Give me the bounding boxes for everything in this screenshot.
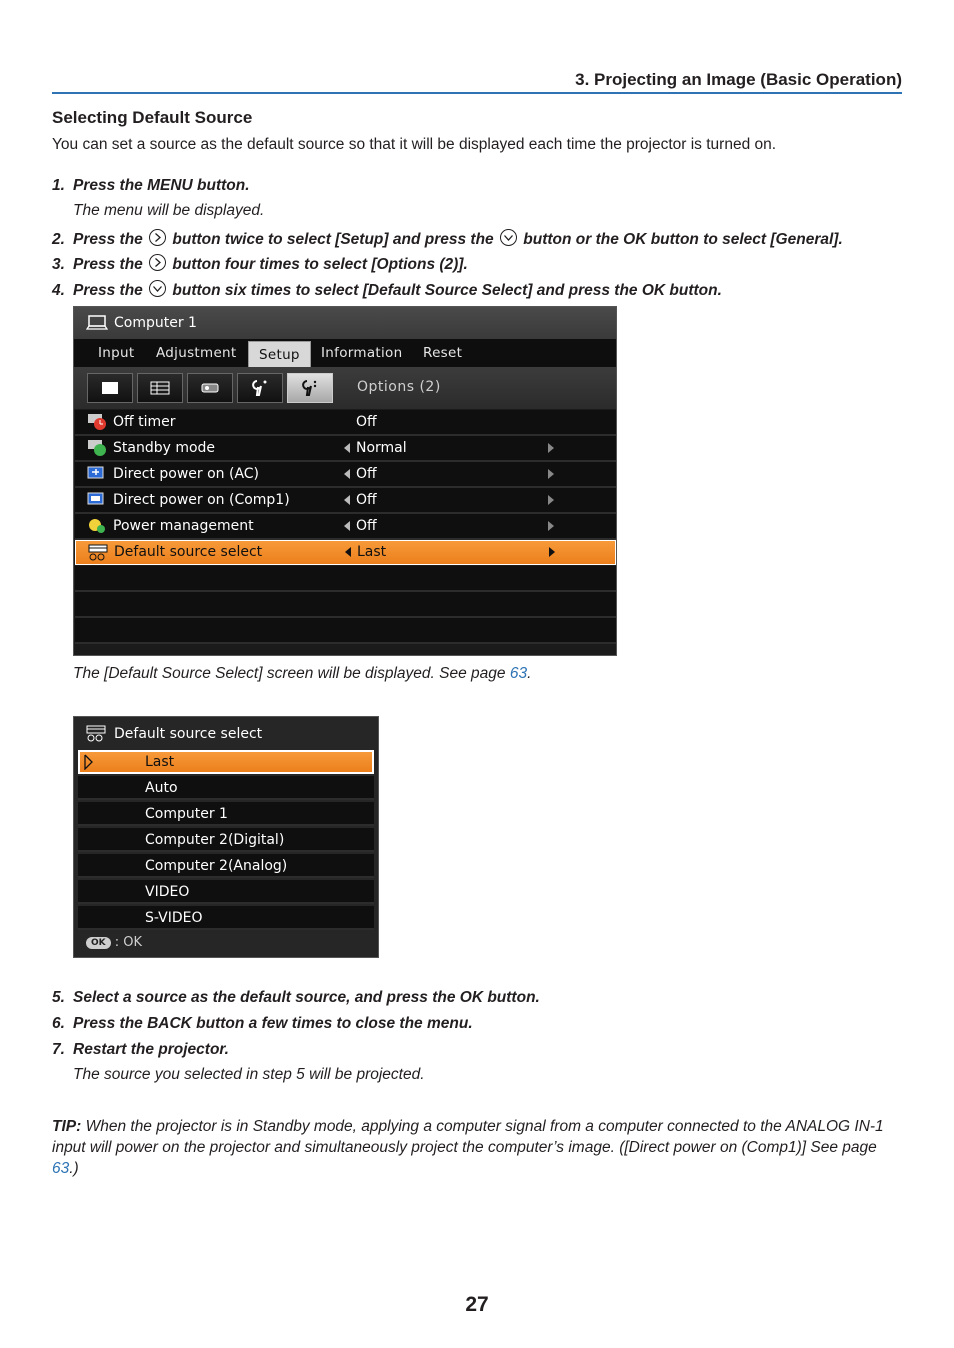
menu-row-power-management[interactable]	[75, 514, 616, 540]
caption-end: .	[527, 665, 532, 682]
menu-row-label: Off timer	[113, 414, 176, 430]
default-source-icon	[88, 544, 108, 562]
menu-row-label: Standby mode	[113, 440, 216, 456]
step-7	[52, 1041, 229, 1059]
step-text-post: button or the OK button to select [General].	[523, 231, 843, 248]
tip-paragraph	[52, 1116, 907, 1179]
menu-row-label: Direct power on (AC)	[113, 466, 260, 482]
menu-row-label: Default source select	[114, 544, 263, 560]
right-arrow-icon[interactable]	[549, 547, 555, 557]
source-option-label: Computer 1	[145, 806, 228, 822]
menu-title: Computer 1	[114, 315, 197, 331]
caret-right-icon	[84, 754, 94, 774]
general-tab-icon[interactable]	[87, 373, 133, 403]
ok-button-icon: OK	[86, 937, 111, 949]
menu-row-value: Off	[356, 492, 377, 508]
menu-row-empty	[75, 618, 616, 644]
step-number: 3.	[52, 256, 65, 273]
left-arrow-icon[interactable]	[344, 443, 350, 453]
step-text-mid: button twice to select [Setup] and press the	[172, 231, 494, 248]
left-arrow-icon[interactable]	[344, 521, 350, 531]
options1-tab-icon[interactable]	[237, 373, 283, 403]
menu-row-default-source-select[interactable]	[75, 540, 616, 565]
menu-tabs	[74, 339, 616, 367]
chapter-header: 3. Projecting an Image (Basic Operation)	[52, 70, 902, 94]
ok-hint-label: : OK	[114, 935, 143, 950]
menu-row-value: Normal	[356, 440, 407, 456]
source-option-label: VIDEO	[145, 884, 190, 900]
intro-paragraph: You can set a source as the default source so that it will be displayed each time the projector is turned on.	[52, 136, 777, 153]
source-option-auto[interactable]	[78, 776, 374, 800]
installation-tab-icon[interactable]	[187, 373, 233, 403]
right-arrow-icon[interactable]	[548, 469, 554, 479]
left-arrow-icon[interactable]	[344, 495, 350, 505]
ok-hint	[86, 935, 142, 950]
power-management-icon	[87, 517, 107, 535]
step-2	[52, 229, 843, 249]
step-text-post: button four times to select [Options (2)].	[172, 256, 468, 273]
menu-row-label: Power management	[113, 518, 254, 534]
menu-tab-icon[interactable]	[137, 373, 183, 403]
source-option-video[interactable]	[78, 880, 374, 904]
tip-end: .)	[69, 1160, 79, 1177]
default-source-icon	[86, 725, 106, 747]
right-arrow-icon[interactable]	[548, 443, 554, 453]
default-source-select-screenshot	[73, 716, 379, 958]
source-option-computer2-analog[interactable]	[78, 854, 374, 878]
step-number: 7.	[52, 1041, 65, 1058]
source-option-last[interactable]	[78, 750, 374, 774]
caption-text: The [Default Source Select] screen will be displayed. See page	[73, 665, 510, 682]
step-1-note: The menu will be displayed.	[73, 202, 265, 219]
menu-row-empty	[75, 566, 616, 592]
options2-tab-icon[interactable]	[287, 373, 333, 403]
direct-power-comp1-icon	[87, 491, 107, 509]
step-number: 5.	[52, 989, 65, 1006]
step-number: 2.	[52, 231, 65, 248]
left-arrow-icon[interactable]	[344, 469, 350, 479]
right-button-icon	[149, 229, 166, 246]
tab-setup[interactable]: Setup	[248, 341, 311, 367]
page-link[interactable]: 63	[52, 1160, 70, 1177]
step-1	[52, 177, 250, 195]
step-text: Select a source as the default source, and press the OK button.	[73, 989, 540, 1006]
source-option-s-video[interactable]	[78, 906, 374, 930]
menu-row-off-timer[interactable]	[75, 410, 616, 436]
source-option-label: Computer 2(Analog)	[145, 858, 288, 874]
screen-caption	[73, 665, 531, 683]
tab-input[interactable]: Input	[98, 345, 135, 361]
down-button-icon	[149, 280, 166, 297]
menu-row-standby-mode[interactable]	[75, 436, 616, 462]
menu-row-direct-power-ac[interactable]	[75, 462, 616, 488]
computer-icon	[86, 315, 108, 335]
page-link[interactable]: 63	[509, 665, 528, 682]
step-text-pre: Press the	[73, 282, 143, 299]
menu-row-value: Last	[357, 544, 387, 560]
right-arrow-icon[interactable]	[548, 495, 554, 505]
step-4	[52, 280, 722, 300]
step-text-pre: Press the	[73, 231, 143, 248]
menu-title-bar	[74, 307, 616, 339]
right-arrow-icon[interactable]	[548, 521, 554, 531]
step-number: 4.	[52, 282, 65, 299]
menu-row-label: Direct power on (Comp1)	[113, 492, 290, 508]
section-title: Selecting Default Source	[52, 108, 253, 127]
source-option-label: Last	[145, 754, 175, 770]
tab-reset[interactable]: Reset	[423, 345, 463, 361]
step-number: 6.	[52, 1015, 65, 1032]
step-text-pre: Press the	[73, 256, 143, 273]
tip-label: TIP:	[52, 1118, 82, 1135]
tab-information[interactable]: Information	[321, 345, 403, 361]
tip-text: When the projector is in Standby mode, applying a computer signal from a computer connected to the ANALOG IN-1 input will power on the projector and simultaneously project the computer’s image. ([Direct power on (Comp1)] See page	[52, 1118, 884, 1156]
step-3	[52, 254, 468, 274]
submenu-title: Default source select	[114, 726, 263, 742]
source-option-label: S-VIDEO	[145, 910, 203, 926]
down-button-icon	[500, 229, 517, 246]
step-5	[52, 989, 540, 1007]
menu-row-direct-power-comp1[interactable]	[75, 488, 616, 514]
right-button-icon	[149, 254, 166, 271]
setup-menu-screenshot	[73, 306, 617, 656]
source-option-label: Computer 2(Digital)	[145, 832, 285, 848]
left-arrow-icon[interactable]	[345, 547, 351, 557]
source-option-computer2-digital[interactable]	[78, 828, 374, 852]
submenu-label: Options (2)	[357, 379, 441, 395]
tab-adjustment[interactable]: Adjustment	[156, 345, 237, 361]
step-text: Press the MENU button.	[73, 177, 250, 194]
step-text-post: button six times to select [Default Source Select] and press the OK button.	[172, 282, 722, 299]
step-6	[52, 1015, 473, 1033]
step-7-note: The source you selected in step 5 will be projected.	[73, 1066, 425, 1083]
step-text: Press the BACK button a few times to close the menu.	[73, 1015, 473, 1032]
source-option-label: Auto	[145, 780, 178, 796]
source-option-computer1[interactable]	[78, 802, 374, 826]
menu-row-value: Off	[356, 414, 377, 430]
menu-row-value: Off	[356, 518, 377, 534]
step-text: Restart the projector.	[73, 1041, 229, 1058]
submenu-bar	[74, 367, 616, 409]
direct-power-ac-icon	[87, 465, 107, 483]
step-number: 1.	[52, 177, 65, 194]
standby-icon	[87, 439, 107, 457]
menu-row-empty	[75, 592, 616, 618]
page-number: 27	[465, 1293, 489, 1316]
timer-icon	[87, 413, 107, 431]
menu-row-value: Off	[356, 466, 377, 482]
